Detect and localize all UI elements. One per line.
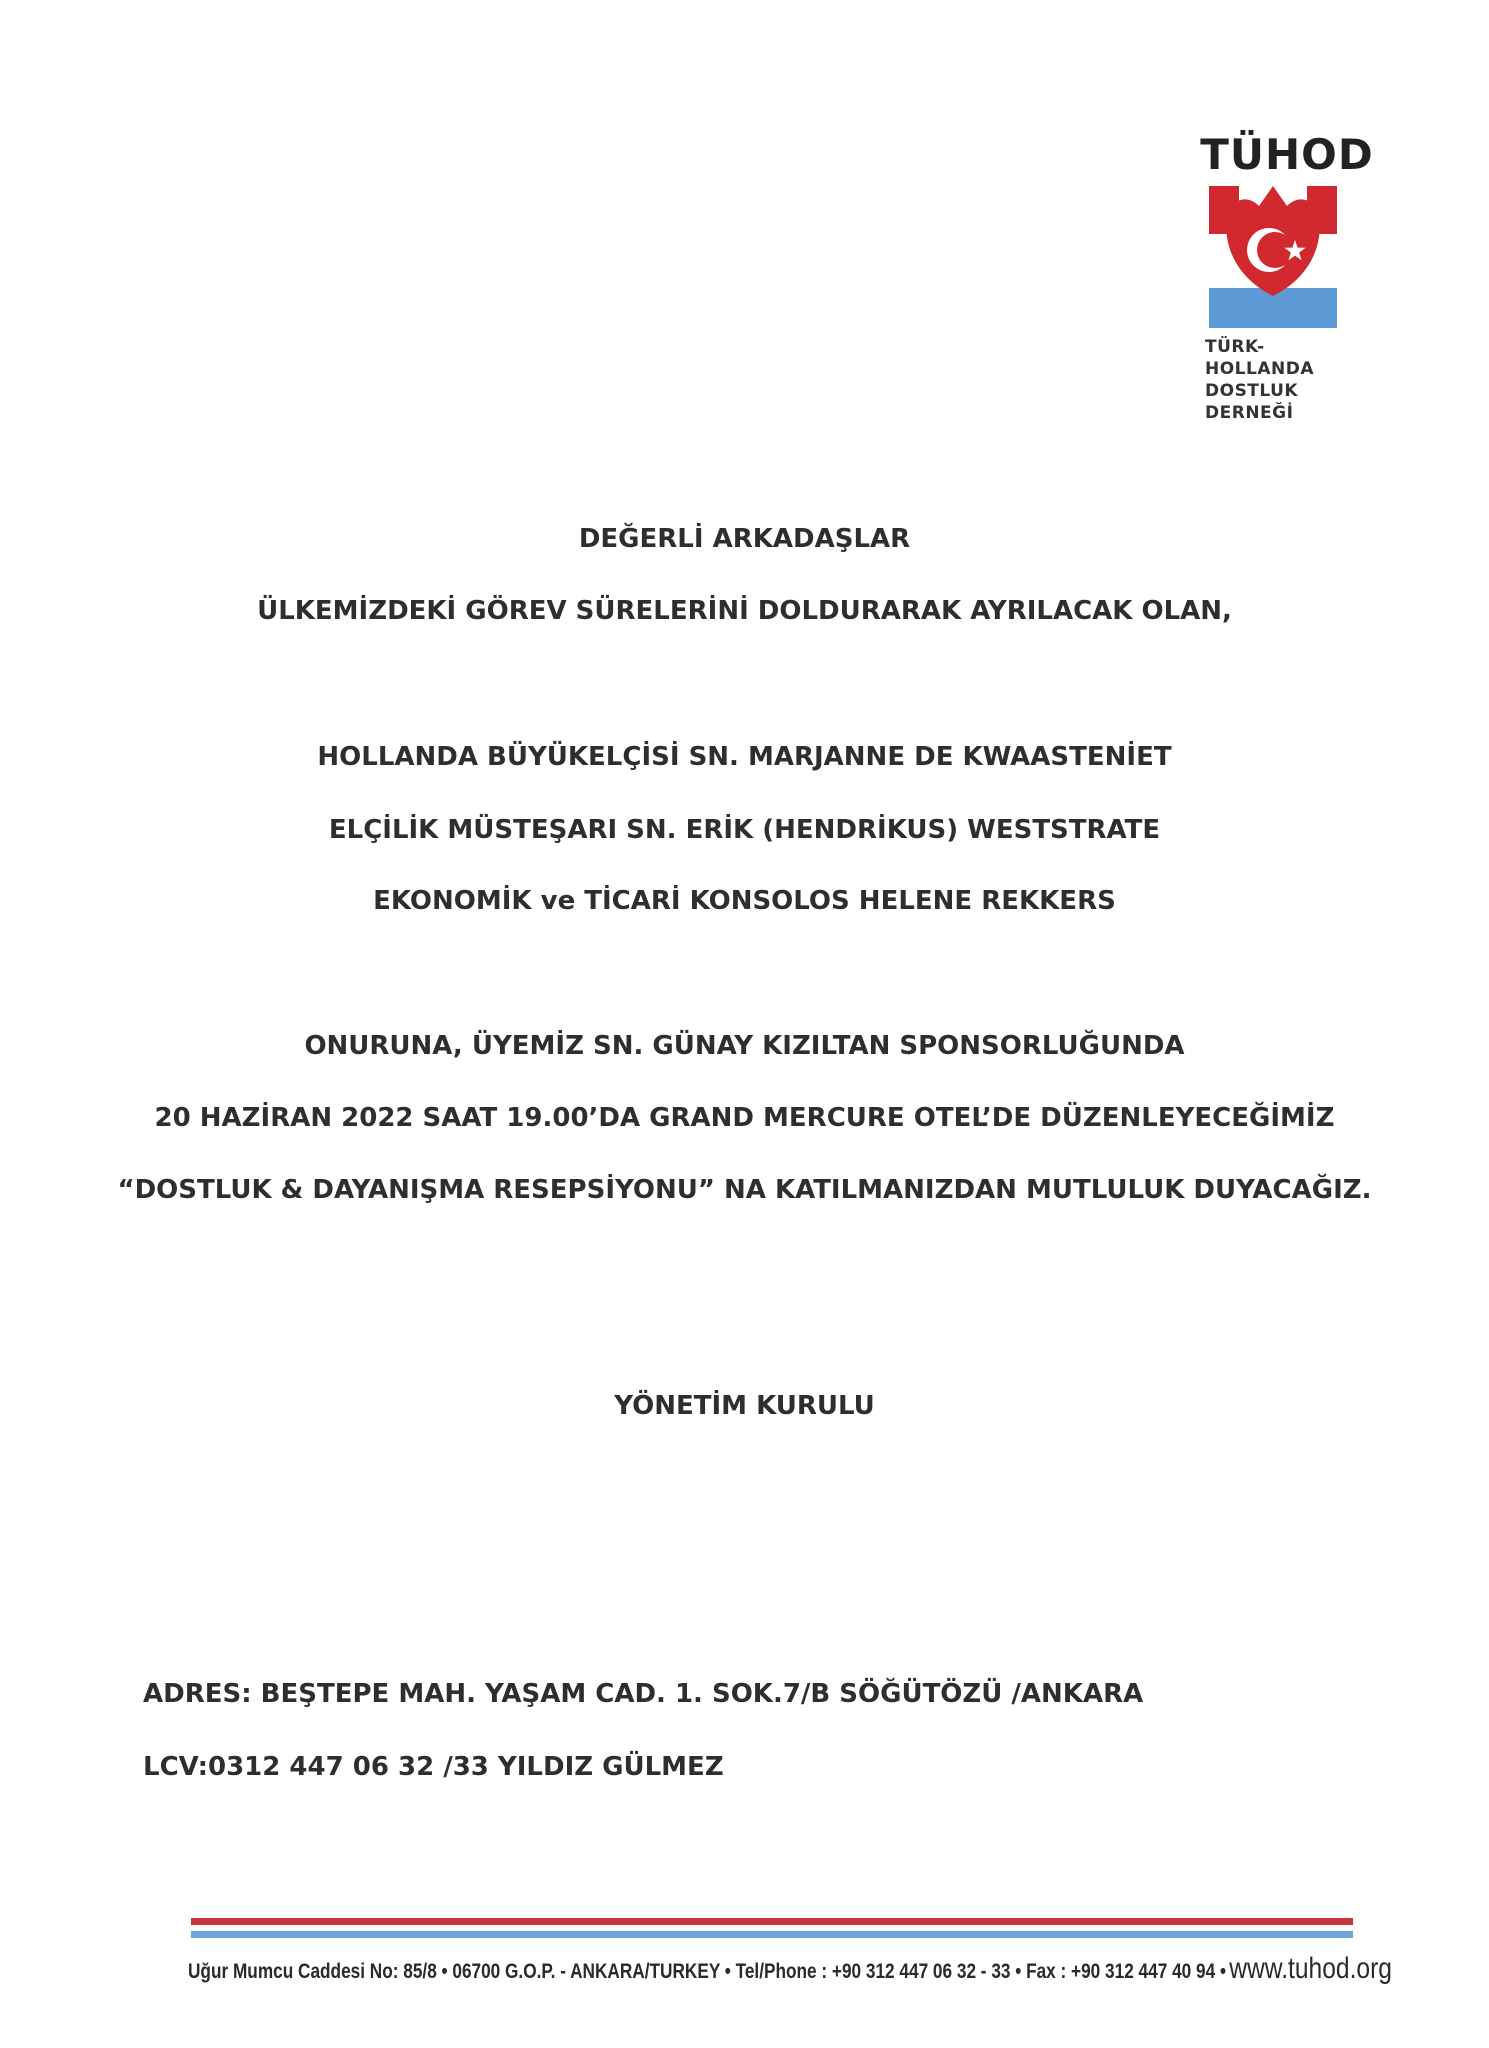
logo-wordmark: TÜHOD <box>1200 130 1374 179</box>
honoree-consul: EKONOMİK ve TİCARİ KONSOLOS HELENE REKKERS <box>373 886 1116 916</box>
tuhod-logo <box>1200 130 1375 424</box>
signature-board: YÖNETİM KURULU <box>614 1391 875 1421</box>
footer-rule-blue <box>191 1931 1353 1938</box>
footer-contact <box>188 1952 1392 1986</box>
footer-website-link[interactable]: www.tuhod.org <box>1229 1952 1392 1985</box>
tulip-crescent-emblem <box>1209 178 1337 328</box>
footer-text: Uğur Mumcu Caddesi No: 85/8 • 06700 G.O.P. - ANKARA/TURKEY • Tel/Phone : +90 312 447 06 32 - 33 • Fax : +90 312 447 40 94 • <box>188 1960 1226 1983</box>
logo-caption-line2: DOSTLUK DERNEĞİ <box>1205 381 1299 423</box>
intro-line: ÜLKEMİZDEKİ GÖREV SÜRELERİNİ DOLDURARAK AYRILACAK OLAN, <box>257 596 1232 626</box>
invitation-line-2: 20 HAZİRAN 2022 SAAT 19.00’DA GRAND MERCURE OTEL’DE DÜZENLEYECEĞİMİZ <box>154 1103 1335 1133</box>
honoree-counsellor: ELÇİLİK MÜSTEŞARI SN. ERİK (HENDRİKUS) WESTSTRATE <box>328 815 1161 845</box>
greeting: DEĞERLİ ARKADAŞLAR <box>578 524 911 554</box>
honoree-ambassador: HOLLANDA BÜYÜKELÇİSİ SN. MARJANNE DE KWAASTENİET <box>317 742 1172 772</box>
address-line: ADRES: BEŞTEPE MAH. YAŞAM CAD. 1. SOK.7/B SÖĞÜTÖZÜ /ANKARA <box>143 1679 1144 1709</box>
footer-rule-red <box>191 1918 1353 1925</box>
logo-caption-line1: TÜRK-HOLLANDA <box>1205 337 1314 379</box>
logo-caption <box>1205 336 1355 424</box>
invitation-line-1: ONURUNA, ÜYEMİZ SN. GÜNAY KIZILTAN SPONSORLUĞUNDA <box>304 1031 1185 1061</box>
rsvp-line: LCV:0312 447 06 32 /33 YILDIZ GÜLMEZ <box>143 1752 724 1782</box>
invitation-line-3: “DOSTLUK & DAYANIŞMA RESEPSİYONU” NA KATILMANIZDAN MUTLULUK DUYACAĞIZ. <box>117 1175 1372 1205</box>
